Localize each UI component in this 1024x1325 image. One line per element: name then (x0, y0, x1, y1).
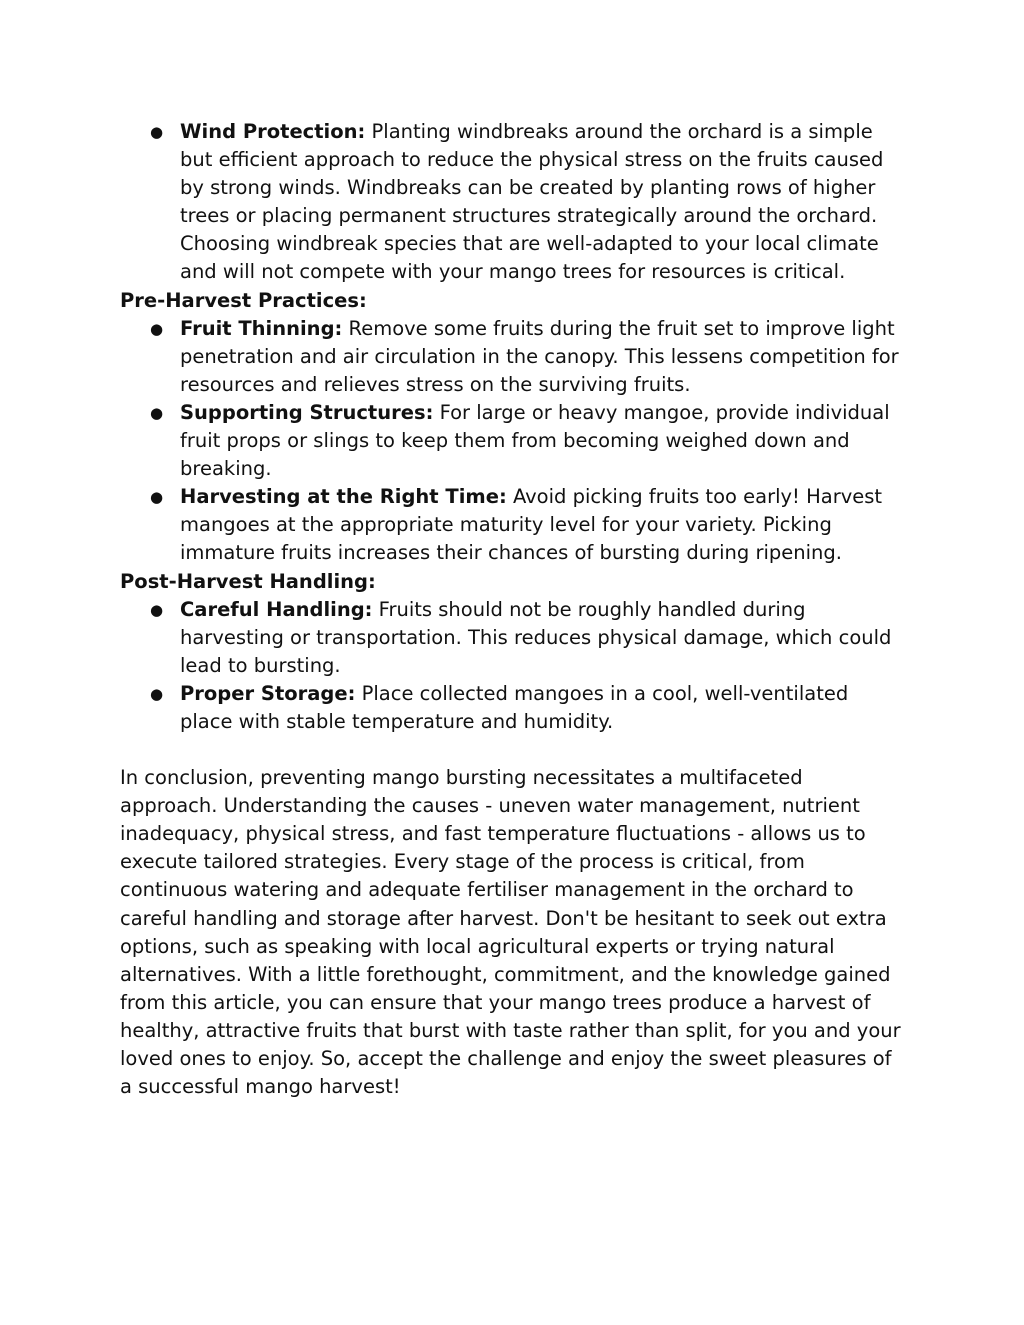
post-harvest-bullet-list (120, 596, 906, 736)
bullet-icon: ● (150, 403, 164, 422)
item-text: Planting windbreaks around the orchard is a simple but efficient approach to reduce the physical stress on the fruits caused by strong winds. Windbreaks can be created by planting rows of higher trees or placing permanent structures strategically around the orchard. Choosing windbreak species that are well-adapted to your local climate and will not compete with your mango trees for resources is critical. (180, 120, 884, 284)
bullet-icon: ● (150, 684, 164, 703)
item-text: For large or heavy mangoe, provide individual fruit props or slings to keep them from becoming weighed down and breaking. (180, 400, 890, 481)
bullet-icon: ● (150, 123, 164, 141)
item-text: Place collected mangoes in a cool, well-ventilated place with stable temperature and humidity. (180, 681, 849, 733)
section-heading-pre-harvest: Pre-Harvest Practices: (120, 288, 367, 312)
list-item-careful-handling (120, 596, 906, 680)
list-item-supporting-structures (120, 399, 906, 483)
pre-harvest-bullet-list (120, 315, 906, 568)
item-title: Careful Handling: (180, 597, 373, 621)
bullet-icon: ● (150, 319, 164, 338)
item-title: Fruit Thinning: (180, 316, 343, 340)
item-title: Wind Protection: (180, 120, 366, 143)
intro-bullet-list (120, 118, 906, 287)
item-title: Supporting Structures: (180, 400, 434, 424)
conclusion-paragraph: In conclusion, preventing mango bursting necessitates a multifaceted approach. Understanding the causes - uneven water management, nutrient inadequacy, physical stress, and fast temperature fluctuations - allows us to execute tailored strategies. Every stage of the process is critical, from continuous watering and adequate fertiliser management in the orchard to careful handling and storage after harvest. Don't be hesitant to seek out extra options, such as speaking with local agricultural experts or trying natural alternatives. With a little forethought, commitment, and the knowledge gained from this article, you can ensure that your mango trees produce a harvest of healthy, attractive fruits that burst with taste rather than split, for you and your loved ones to enjoy. So, accept the challenge and enjoy the sweet pleasures of a successful mango harvest! (120, 766, 901, 1099)
item-text: Remove some fruits during the fruit set to improve light penetration and air circulation in the canopy. This lessens competition for resources and relieves stress on the surviving fruits. (180, 316, 899, 396)
bullet-icon: ● (150, 600, 164, 619)
item-text: Fruits should not be roughly handled during harvesting or transportation. This reduces physical damage, which could lead to bursting. (180, 597, 892, 677)
item-title: Proper Storage: (180, 681, 356, 705)
list-item-proper-storage (120, 680, 906, 736)
item-text: Avoid picking fruits too early! Harvest mangoes at the appropriate maturity level for your variety. Picking immature fruits increases their chances of bursting during ripening. (180, 485, 883, 565)
bullet-icon: ● (150, 488, 164, 507)
section-heading-post-harvest: Post-Harvest Handling: (120, 569, 376, 593)
item-title: Harvesting at the Right Time: (180, 485, 507, 509)
list-item-fruit-thinning (120, 315, 906, 399)
list-item-wind-protection (120, 118, 906, 287)
list-item-harvesting-right-time (120, 483, 906, 567)
document-page (120, 118, 906, 1101)
